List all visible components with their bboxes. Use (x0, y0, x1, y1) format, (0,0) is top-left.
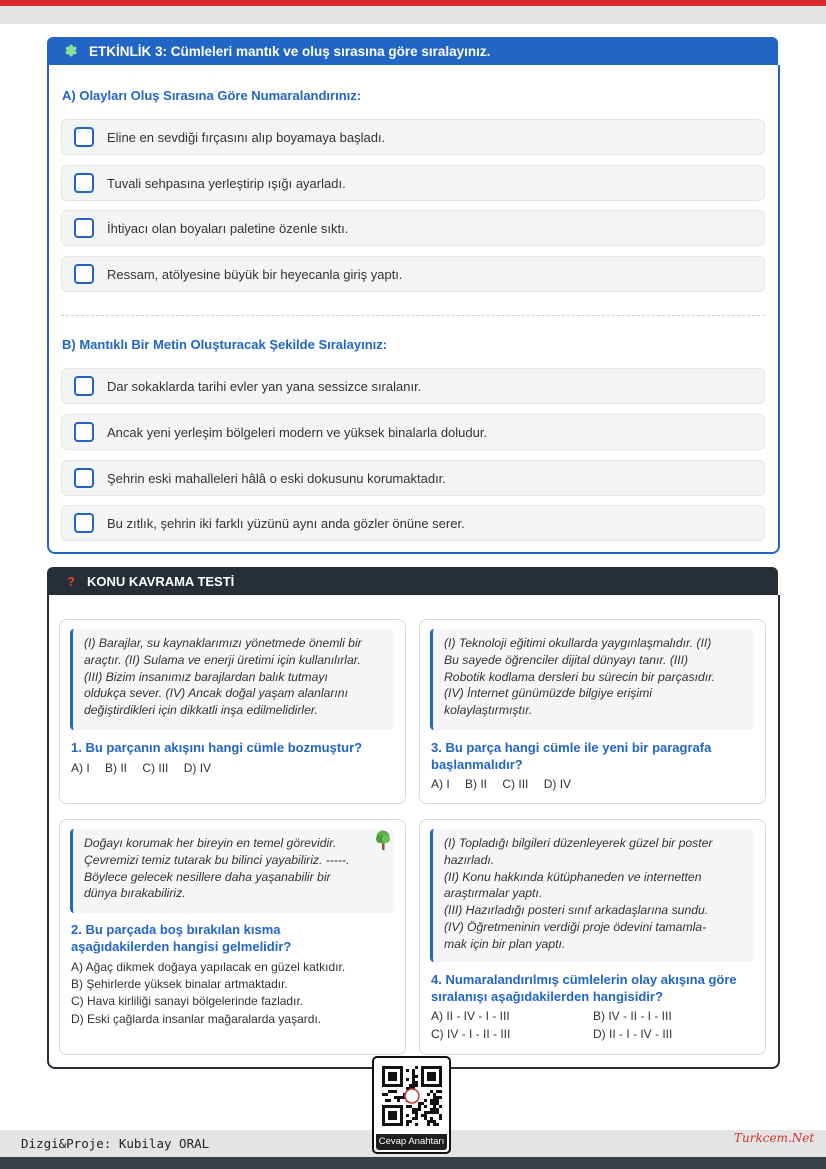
question-1-options (71, 761, 223, 775)
passage-line: mak için bir plan yaptı. (444, 936, 566, 951)
question-3-options (431, 777, 583, 791)
question-line: 1. Bu parçanın akışını hangi cümle bozmuştur? (71, 740, 363, 755)
question-4-title (431, 972, 737, 1005)
question-line: 2. Bu parçada boş bırakılan kısma (71, 922, 281, 937)
question-line: sıralanışı aşağıdakilerden hangisidir? (431, 988, 663, 1004)
question-3-title (431, 740, 711, 773)
order-checkbox[interactable] (74, 218, 94, 238)
passage-line: (II) Konu hakkında kütüphaneden ve internetten (444, 869, 702, 884)
question-1-title (71, 740, 362, 757)
passage-line: araştırmalar yaptı. (444, 886, 543, 901)
order-checkbox[interactable] (74, 422, 94, 442)
passage-line: (IV) İnternet günümüzde bilgiye erişimi (444, 686, 652, 701)
tree-icon (374, 829, 392, 851)
section-divider (61, 315, 765, 316)
option-d[interactable]: D) IV (543, 777, 572, 791)
question-2-title (71, 922, 291, 955)
passage-4 (430, 829, 754, 962)
option-b[interactable]: B) Şehirlerde yüksek binalar artmaktadır. (71, 977, 288, 991)
passage-1 (70, 629, 394, 730)
passage-3 (430, 629, 754, 730)
option-c[interactable]: C) Hava kirliliği sanayi bölgelerinde fazladır. (71, 994, 304, 1008)
passage-line: değiştirdikleri için dikkatli inşa edilmelidirler. (84, 703, 318, 718)
puzzle-icon: ✽ (64, 43, 78, 60)
order-checkbox[interactable] (74, 173, 94, 193)
list-item (61, 505, 765, 541)
passage-line: (III) Bizim insanımız barajlardan balık tutmayı (84, 669, 328, 684)
question-line: 3. Bu parça hangi cümle ile yeni bir paragrafa (431, 740, 712, 755)
option-c[interactable]: C) IV - I - II - III (431, 1027, 511, 1041)
question-line: başlanmalıdır? (431, 756, 523, 772)
item-text: Ancak yeni yerleşim bölgeleri modern ve yüksek binalarla doludur. (107, 424, 488, 440)
answer-key-qr[interactable] (372, 1056, 451, 1154)
passage-2 (70, 829, 394, 913)
footer-bottom-bar (0, 1157, 826, 1169)
order-checkbox[interactable] (74, 376, 94, 396)
item-text: Ressam, atölyesine büyük bir heyecanla giriş yaptı. (107, 266, 403, 282)
option-d[interactable]: D) Eski çağlarda insanlar mağaralarda yaşardı. (71, 1012, 322, 1026)
list-item (61, 256, 765, 292)
item-text: İhtiyacı olan boyaları paletine özenle sıktı. (107, 220, 349, 236)
passage-line: Bu sayede öğrenciler dijital dünyayı tanır. (III) (444, 652, 689, 667)
item-text: Eline en sevdiği fırçasını alıp boyamaya başladı. (107, 129, 386, 145)
activity-header (47, 37, 778, 65)
passage-line: oldukça sever. (IV) Ancak doğal yaşam alanlarını (84, 686, 348, 701)
order-checkbox[interactable] (74, 513, 94, 533)
list-item (61, 210, 765, 246)
order-checkbox[interactable] (74, 468, 94, 488)
top-gray-bar (0, 6, 826, 24)
test-header (47, 567, 778, 595)
list-item (61, 414, 765, 450)
list-item (61, 119, 765, 155)
option-a[interactable]: A) I (71, 761, 90, 775)
option-c[interactable]: C) III (502, 777, 529, 791)
activity-box (47, 65, 780, 554)
item-text: Bu zıtlık, şehrin iki farklı yüzünü aynı anda gözler önüne serer. (107, 515, 465, 531)
question-icon: ? (67, 573, 75, 589)
passage-line: (III) Hazırladığı posteri sınıf arkadaşlarına sundu. (444, 903, 709, 918)
item-text: Tuvali sehpasına yerleştirip ışığı ayarladı. (107, 175, 346, 191)
section-b-title: B) Mantıklı Bir Metin Oluşturacak Şekilde Sıralayınız: (62, 337, 388, 352)
footer-credit: Dizgi&Proje: Kubilay ORAL (21, 1136, 210, 1151)
passage-line: Çevremizi temiz tutarak bu bilinci yayabiliriz. -----. (84, 852, 350, 867)
question-line: 4. Numaralandırılmış cümlelerin olay akışına göre (431, 972, 737, 987)
passage-line: (IV) Öğretmeninin verdiği proje ödevini tamamla- (444, 919, 707, 934)
order-checkbox[interactable] (74, 264, 94, 284)
option-c[interactable]: C) III (142, 761, 169, 775)
section-a-title: A) Olayları Oluş Sırasına Göre Numaralandırınız: (62, 88, 362, 103)
option-d[interactable]: D) IV (183, 761, 212, 775)
list-item (61, 165, 765, 201)
option-d[interactable]: D) II - I - IV - III (593, 1027, 673, 1041)
option-b[interactable]: B) IV - II - I - III (593, 1009, 672, 1023)
option-b[interactable]: B) II (465, 777, 488, 791)
passage-line: (I) Teknoloji eğitimi okullarda yaygınlaşmalıdır. (II) (444, 636, 712, 650)
passage-line: Robotik kodlama dersleri bu sürecin bir parçasıdır. (444, 669, 716, 684)
passage-line: Böylece gelecek nesillere daha yaşanabilir bir (84, 869, 331, 884)
list-item (61, 368, 765, 404)
question-line: aşağıdakilerden hangisi gelmelidir? (71, 938, 292, 954)
option-a[interactable]: A) I (431, 777, 450, 791)
passage-line: (I) Topladığı bilgileri düzenleyerek güzel bir poster (444, 836, 713, 850)
option-b[interactable]: B) II (105, 761, 128, 775)
option-a[interactable]: A) Ağaç dikmek doğaya yapılacak en güzel katkıdır. (71, 960, 346, 974)
item-text: Şehrin eski mahalleleri hâlâ o eski dokusunu korumaktadır. (107, 470, 446, 486)
item-text: Dar sokaklarda tarihi evler yan yana sessizce sıralanır. (107, 378, 422, 394)
activity-header-text: ETKİNLİK 3: Cümleleri mantık ve oluş sırasına göre sıralayınız. (89, 43, 491, 59)
order-checkbox[interactable] (74, 127, 94, 147)
passage-line: araçtır. (II) Sulama ve enerji üretimi için kullanılırlar. (84, 652, 361, 667)
passage-line: Doğayı korumak her bireyin en temel görevidir. (84, 836, 337, 850)
passage-line: (I) Barajlar, su kaynaklarımızı yönetmede önemli bir (84, 636, 362, 650)
brand-logo: Turkcem.Net (734, 1131, 815, 1145)
passage-line: dünya bırakabiliriz. (84, 886, 186, 901)
qr-code-icon (382, 1066, 442, 1126)
option-a[interactable]: A) II - IV - I - III (431, 1009, 510, 1023)
qr-label: Cevap Anahtarı (376, 1134, 447, 1150)
passage-line: kolaylaştırmıştır. (444, 703, 533, 718)
test-header-text: KONU KAVRAMA TESTİ (86, 573, 235, 589)
passage-line: hazırladı. (444, 852, 495, 867)
list-item (61, 460, 765, 496)
